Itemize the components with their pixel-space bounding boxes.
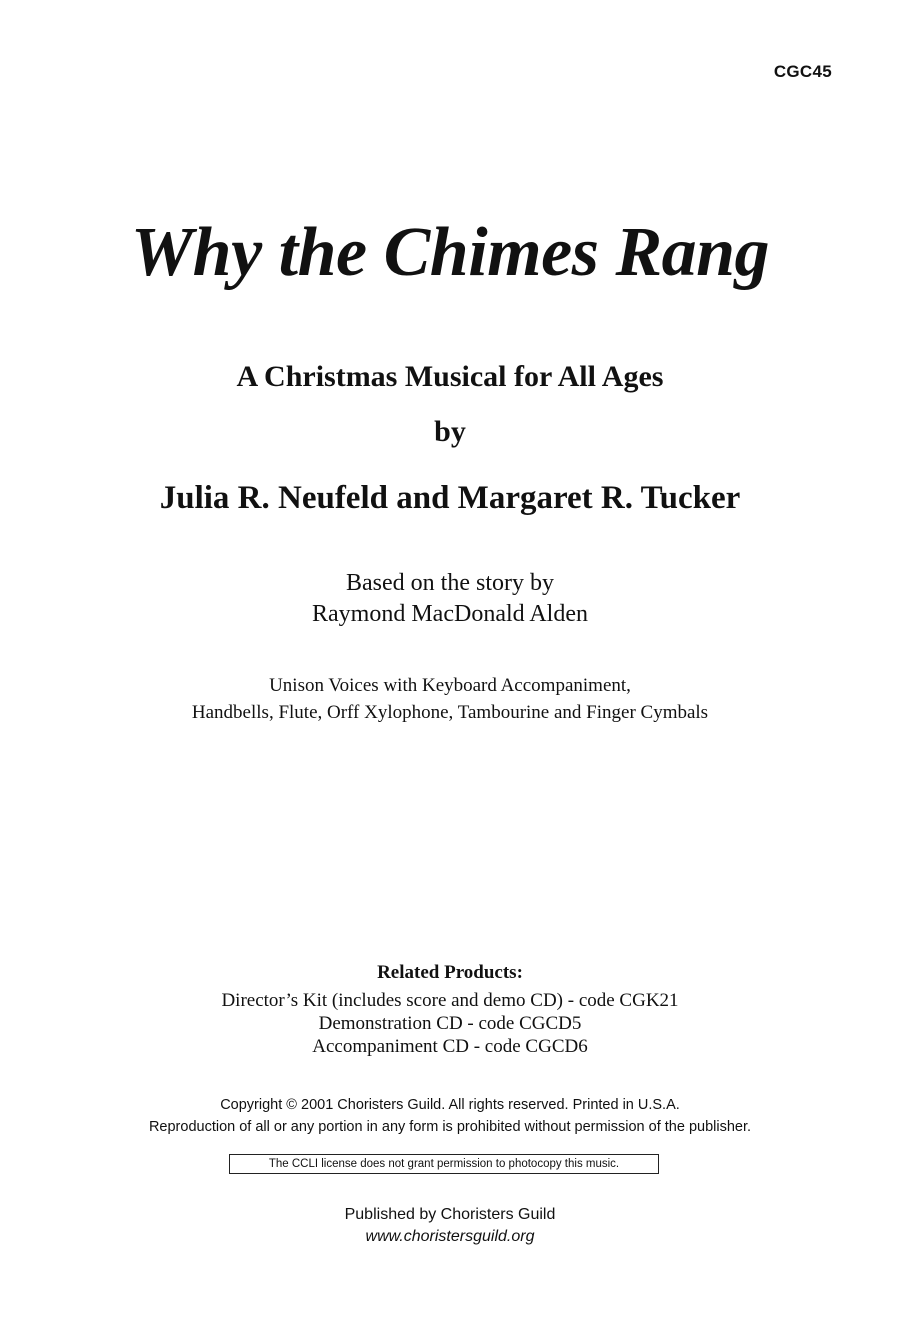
based-on-line-1: Based on the story by [346, 570, 554, 596]
catalog-code: CGC45 [773, 62, 832, 81]
publisher-line: Published by Choristers Guild [344, 1206, 556, 1223]
ccli-notice-box: The CCLI license does not grant permission to photocopy this music. [229, 1154, 659, 1174]
copyright-notice: Copyright © 2001 Choristers Guild. All rights reserved. Printed in U.S.A. [220, 1097, 680, 1113]
by-line: by [434, 415, 466, 448]
authors: Julia R. Neufeld and Margaret R. Tucker [159, 480, 741, 516]
instrumentation-line-1: Unison Voices with Keyboard Accompaniment, [269, 675, 631, 696]
subtitle: A Christmas Musical for All Ages [236, 360, 664, 393]
instrumentation-line-2: Handbells, Flute, Orff Xylophone, Tambourine and Finger Cymbals [191, 702, 709, 723]
related-product-item: Demonstration CD - code CGCD5 [318, 1013, 582, 1034]
publisher-website-link[interactable]: www.choristersguild.org [365, 1228, 535, 1245]
reproduction-notice: Reproduction of all or any portion in any form is prohibited without permission of the publisher. [148, 1119, 752, 1135]
related-product-item: Director’s Kit (includes score and demo CD) - code CGK21 [221, 990, 679, 1011]
based-on-line-2: Raymond MacDonald Alden [312, 601, 588, 627]
related-product-item: Accompaniment CD - code CGCD6 [312, 1036, 588, 1057]
page-title: Why the Chimes Rang [130, 214, 770, 291]
related-products-heading: Related Products: [377, 962, 523, 983]
